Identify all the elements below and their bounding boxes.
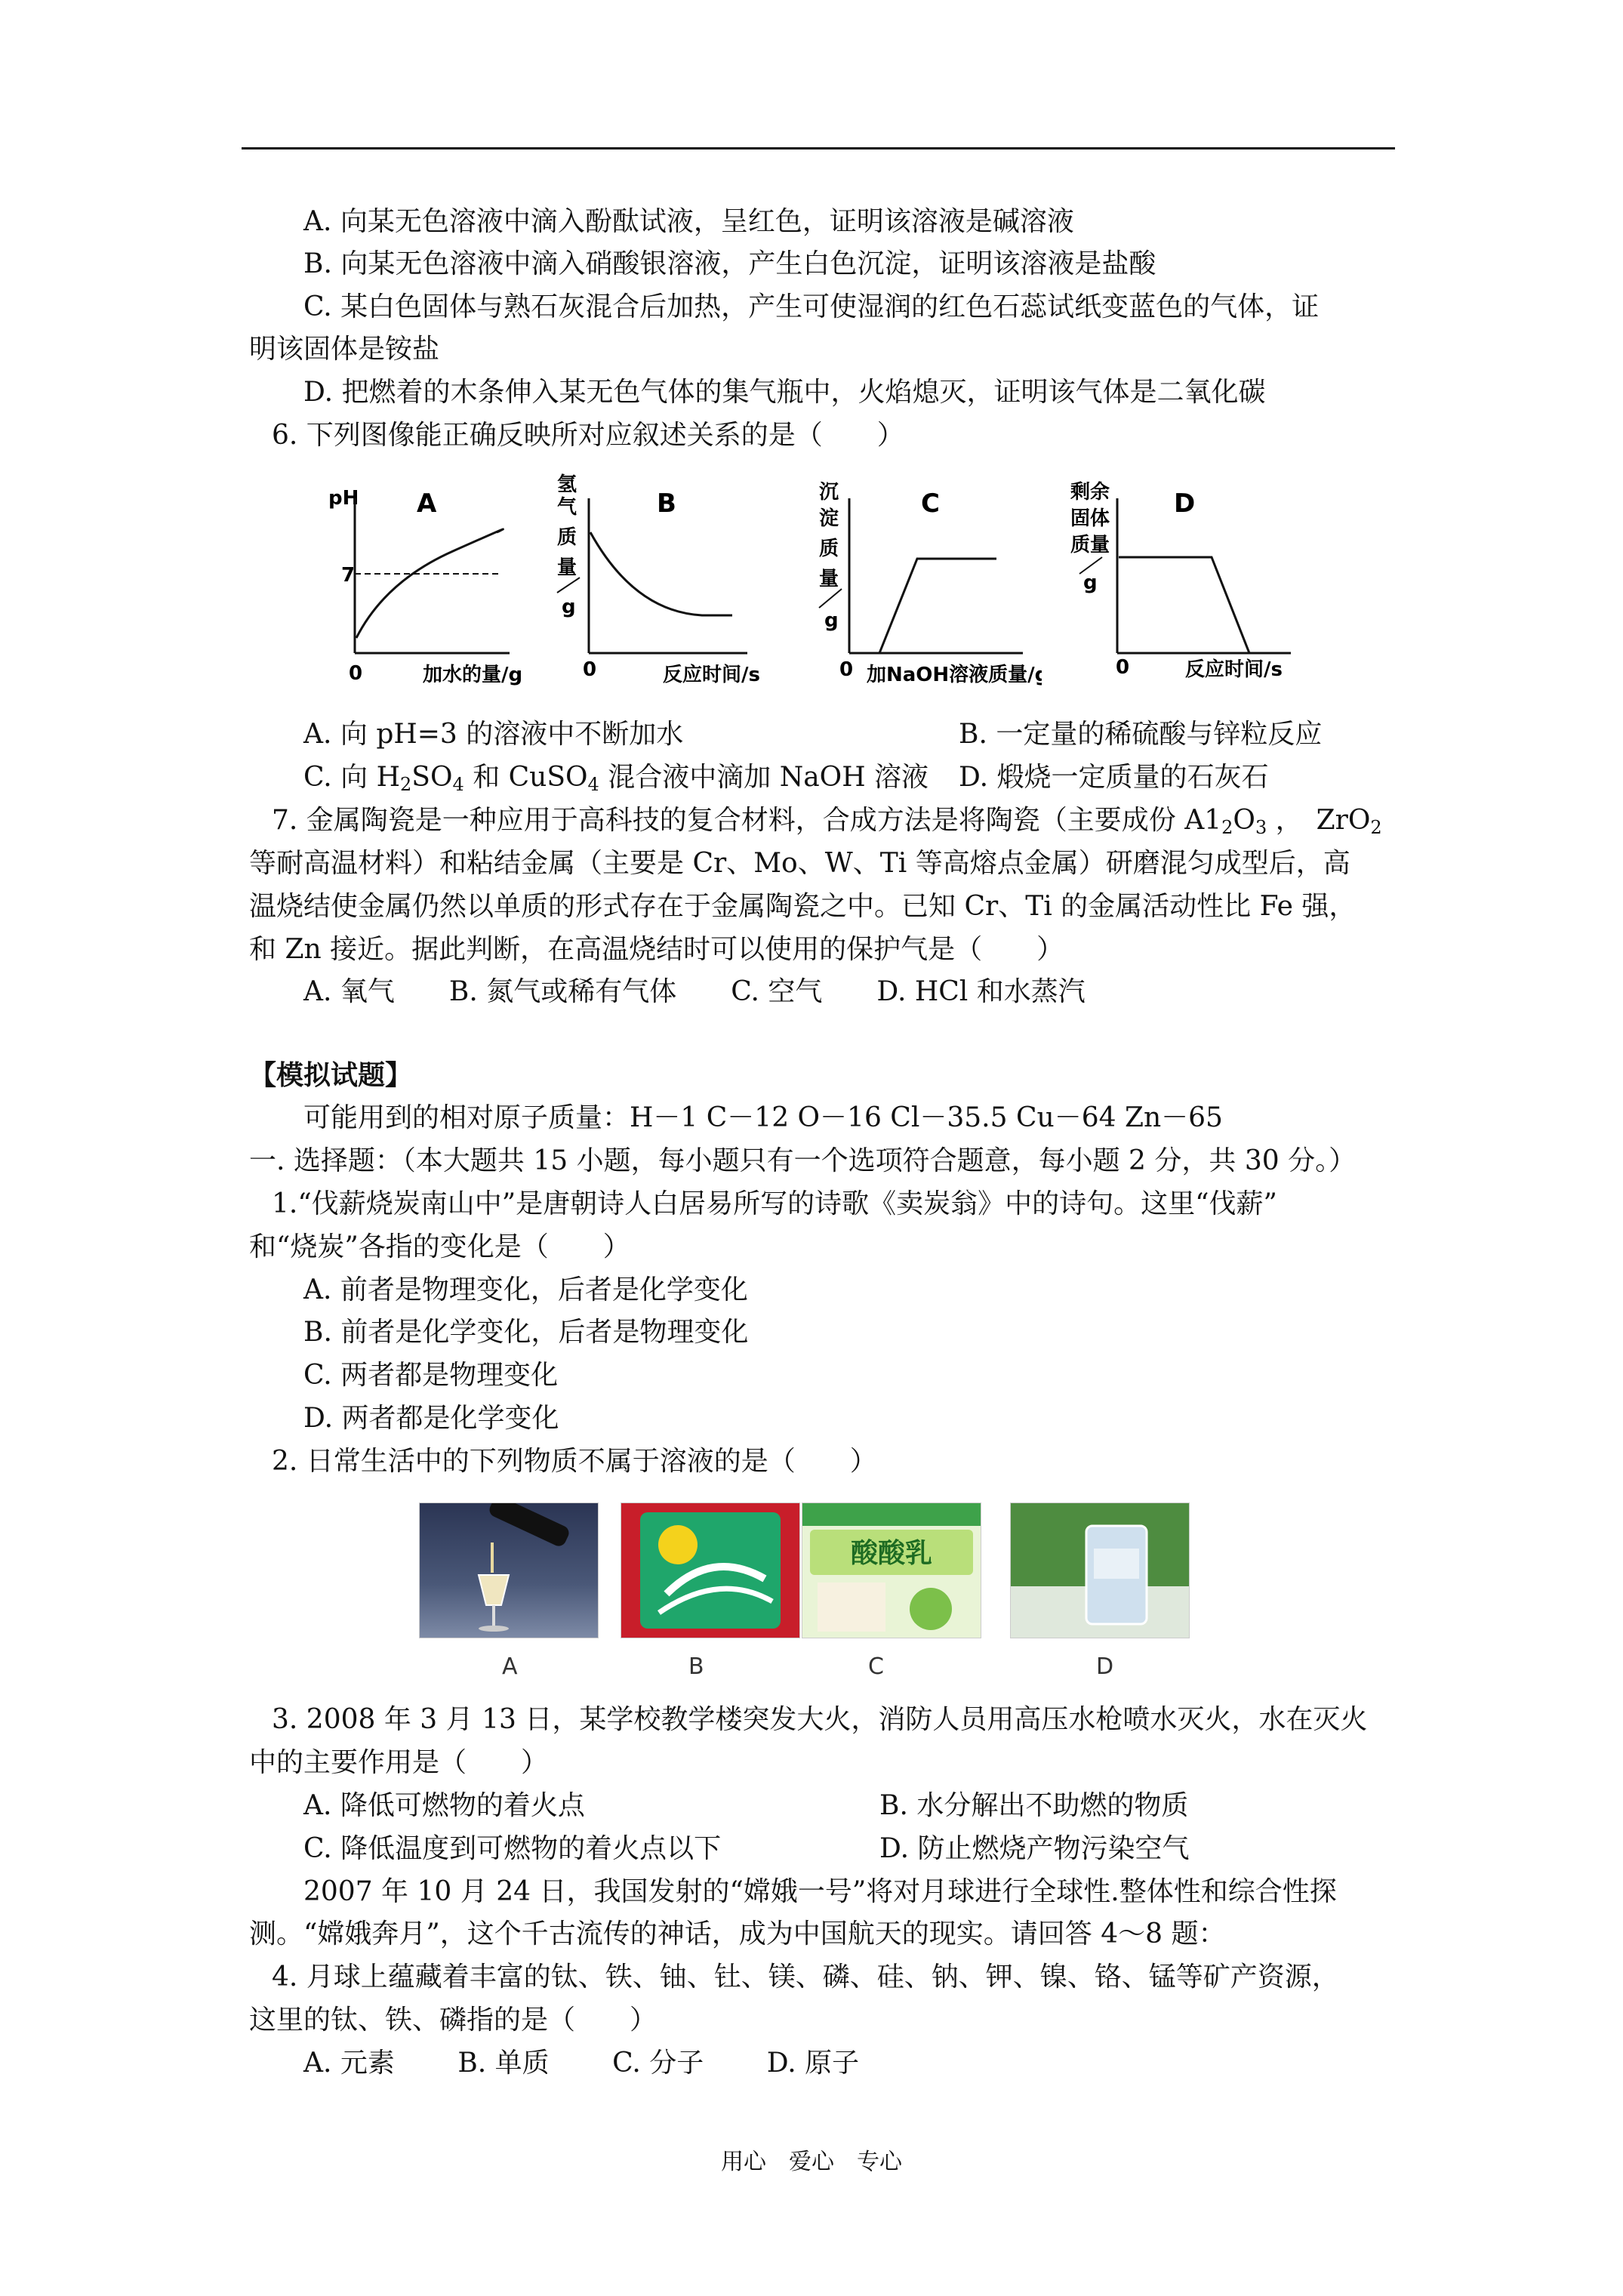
q6-stem: 6. 下列图像能正确反映所对应叙述关系的是（ ） [272, 420, 904, 451]
graph-c [815, 468, 1042, 698]
image-b-soda-can [621, 1502, 800, 1638]
image-label-d: D [1096, 1653, 1114, 1680]
image-d-mineral-water [1010, 1502, 1190, 1638]
q6-option-c: C. 向 $H_2SO_4$ 和 CuSO$_4$ 混合液中滴加 NaOH 溶液 [303, 762, 929, 795]
graph-c-curve [879, 559, 996, 653]
image-c-yogurt-drink [802, 1502, 981, 1638]
graph-a-ref-label: 7 [341, 564, 356, 587]
graph-d-letter: D [1174, 488, 1196, 519]
s4-options: A. 元素 B. 单质 C. 分子 D. 原子 [303, 2048, 860, 2079]
s4-line1: 4. 月球上蕴藏着丰富的钛、铁、铀、钍、镁、磷、硅、钠、钾、镍、铬、锰等矿产资源， [272, 1962, 1339, 1992]
graph-a-letter: A [417, 488, 437, 519]
graph-b-origin: 0 [583, 658, 597, 681]
image-label-b: B [688, 1653, 704, 1680]
s4-line2: 这里的钛、铁、磷指的是（ ） [249, 2005, 658, 2036]
q7-line2: 等耐高温材料）和粘结金属（主要是 Cr、Mo、W、Ti 等高熔点金属）研磨混匀成型后，高 [249, 848, 1350, 879]
graph-d-ylabel-0: 剩余 [1070, 481, 1110, 504]
graph-c-letter: C [921, 488, 940, 519]
graph-b-xlabel: 反应时间/s [663, 664, 760, 686]
s3-line1: 3. 2008 年 3 月 13 日，某学校教学楼突发大火，消防人员用高压水枪喷水灭火，水在灭火 [272, 1704, 1368, 1735]
graph-c-origin: 0 [839, 658, 854, 681]
graph-a [325, 468, 521, 698]
s1-option-d: D. 两者都是化学变化 [303, 1403, 559, 1434]
image-c-brand-text: 酸酸乳 [850, 1538, 933, 1569]
q6-option-d: D. 煅烧一定质量的石灰石 [959, 762, 1269, 793]
graph-d-ylabel-1: 固体 [1070, 507, 1110, 530]
graph-c-ylabel-3: 量 [819, 568, 839, 590]
graph-a-curve [356, 529, 503, 638]
intro-line2: 测。“嫦娥奔月”，这个千古流传的神话，成为中国航天的现实。请回答 4～8 题： [249, 1918, 1226, 1949]
graph-c-yunit: g [824, 609, 839, 632]
graph-d-curve [1119, 557, 1249, 653]
graph-a-ylabel: pH [328, 487, 359, 510]
image-label-a: A [502, 1653, 518, 1680]
graph-c-ylabel-0: 沉 [819, 481, 839, 504]
q5-option-d: D. 把燃着的木条伸入某无色气体的集气瓶中，火焰熄灭，证明该气体是二氧化碳 [303, 377, 1266, 408]
s1-option-b: B. 前者是化学变化，后者是物理变化 [303, 1317, 749, 1348]
graph-b-ylabel-2: 质 [557, 526, 577, 549]
graph-d [1064, 468, 1313, 698]
q6-option-a: A. 向 pH=3 的溶液中不断加水 [303, 719, 684, 750]
intro-line1: 2007 年 10 月 24 日，我国发射的“嫦娥一号”将对月球进行全球性.整体性和综合性探 [303, 1876, 1337, 1907]
graph-b-ylabel-0: 氢 [557, 473, 577, 496]
q5-option-c-line1: C. 某白色固体与熟石灰混合后加热，产生可使湿润的红色石蕊试纸变蓝色的气体，证 [303, 291, 1320, 322]
image-a-champagne [419, 1502, 599, 1638]
graph-b-curve [590, 532, 732, 615]
q7-options: A. 氧气 B. 氮气或稀有气体 C. 空气 D. HCl 和水蒸汽 [303, 976, 1086, 1007]
s3-option-a: A. 降低可燃物的着火点 [303, 1790, 585, 1821]
graph-a-origin: 0 [349, 662, 363, 685]
graph-a-xlabel: 加水的量/g [423, 664, 521, 686]
q5-option-b: B. 向某无色溶液中滴入硝酸银溶液，产生白色沉淀，证明该溶液是盐酸 [303, 248, 1156, 279]
s3-option-c: C. 降低温度到可燃物的着火点以下 [303, 1833, 722, 1864]
graph-c-xlabel: 加NaOH溶液质量/g [867, 664, 1042, 686]
atomic-masses: 可能用到的相对原子质量：H－1 C－12 O－16 Cl－35.5 Cu－64 Zn－65 [303, 1102, 1223, 1133]
graph-d-yunit: g [1083, 572, 1098, 594]
graph-c-ylabel-1: 淀 [819, 507, 839, 530]
s1-line1: 1.“伐薪烧炭南山中”是唐朝诗人白居易所写的诗歌《卖炭翁》中的诗句。这里“伐薪” [272, 1188, 1277, 1219]
page-footer: 用心 爱心 专心 [721, 2149, 902, 2175]
graph-d-ylabel-2: 质量 [1070, 534, 1110, 556]
graph-b-yunit: g [562, 596, 576, 618]
image-label-c: C [868, 1653, 884, 1680]
s2-stem: 2. 日常生活中的下列物质不属于溶液的是（ ） [272, 1446, 877, 1477]
part1-heading: 一. 选择题：（本大题共 15 小题，每小题只有一个选项符合题意，每小题 2 分，共 30 分。） [249, 1145, 1357, 1176]
graph-b-ylabel-3: 量 [557, 556, 577, 579]
section-title: 【模拟试题】 [249, 1059, 413, 1091]
s1-line2: 和“烧炭”各指的变化是（ ） [249, 1231, 630, 1262]
s3-option-d: D. 防止燃烧产物污染空气 [879, 1833, 1190, 1864]
graph-c-ylabel-2: 质 [819, 538, 839, 560]
header-rule [242, 147, 1395, 149]
s3-line2: 中的主要作用是（ ） [249, 1747, 549, 1778]
q5-option-c-line2: 明该固体是铵盐 [249, 334, 440, 365]
q6-option-b: B. 一定量的稀硫酸与锌粒反应 [959, 719, 1323, 750]
s1-option-a: A. 前者是物理变化，后者是化学变化 [303, 1274, 748, 1305]
s1-option-c: C. 两者都是物理变化 [303, 1360, 559, 1391]
graph-d-origin: 0 [1116, 656, 1130, 679]
q5-option-a: A. 向某无色溶液中滴入酚酞试液，呈红色，证明该溶液是碱溶液 [303, 206, 1074, 237]
s3-option-b: B. 水分解出不助燃的物质 [879, 1790, 1189, 1821]
q7-line1: 7. 金属陶瓷是一种应用于高科技的复合材料，合成方法是将陶瓷（主要成份 $A1_2O_3$ ， ZrO$_2$ [272, 805, 1382, 838]
q7-line4: 和 Zn 接近。据此判断，在高温烧结时可以使用的保护气是（ ） [249, 934, 1064, 965]
graph-b-ylabel-1: 气 [557, 496, 577, 519]
q7-line3: 温烧结使金属仍然以单质的形式存在于金属陶瓷之中。已知 Cr、Ti 的金属活动性比 Fe 强， [249, 891, 1357, 922]
graph-b [551, 468, 762, 698]
graph-d-xlabel: 反应时间/s [1185, 658, 1283, 681]
graph-b-letter: B [657, 488, 676, 519]
